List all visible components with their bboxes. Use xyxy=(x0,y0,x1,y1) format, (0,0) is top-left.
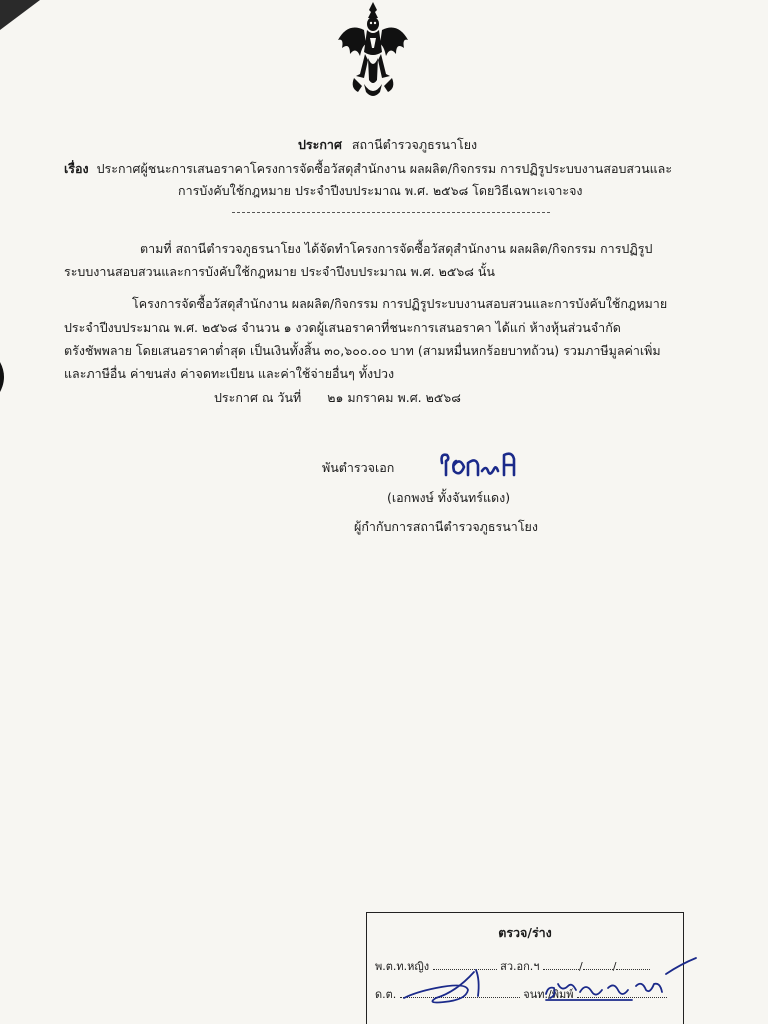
review-box-title: ตรวจ/ร่าง xyxy=(498,925,552,940)
scan-corner-shadow xyxy=(0,0,40,30)
subject-text-1: ประกาศผู้ชนะการเสนอราคาโครงการจัดซื้อวัสดุสำนักงาน ผลผลิต/กิจกรรม การปฏิรูประบบงานสอบสวนและ xyxy=(96,161,673,176)
date-slash-1: / xyxy=(578,960,583,973)
review-position-label: สว.อก.ฯ xyxy=(500,960,540,973)
paragraph-1-line-1: ตามที่ สถานีตำรวจภูธรนาโยง ได้จัดทำโครงการจัดซื้อวัสดุสำนักงาน ผลผลิต/กิจกรรม การปฏิรูป xyxy=(140,241,653,256)
paragraph-2-line-3: ตรังชัพพลาย โดยเสนอราคาต่ำสุด เป็นเงินทั้งสิ้น ๓๐,๖๐๐.๐๐ บาท (สามหมื่นหกร้อยบาทถ้วน) รวมภาษีมูลค่าเพิ่ม xyxy=(64,343,661,358)
subject-text-2: การบังคับใช้กฎหมาย ประจำปีงบประมาณ พ.ศ. ๒๕๖๘ โดยวิธีเฉพาะเจาะจง xyxy=(178,183,583,198)
signatory-position: ผู้กำกับการสถานีตำรวจภูธรนาโยง xyxy=(354,519,538,534)
clerk-rank-label: ด.ต. xyxy=(375,988,397,1001)
date-slash-2: / xyxy=(612,960,617,973)
issuing-organization: สถานีตำรวจภูธรนาโยง xyxy=(351,137,478,152)
handwritten-signature xyxy=(438,449,528,481)
announcement-date: ๒๑ มกราคม พ.ศ. ๒๕๖๘ xyxy=(327,390,461,405)
paragraph-2-line-4: และภาษีอื่น ค่าขนส่ง ค่าจดทะเบียน และค่าใช้จ่ายอื่นๆ ทั้งปวง xyxy=(64,366,395,381)
subject-label: เรื่อง xyxy=(64,161,89,176)
announcement-date-line xyxy=(214,390,461,406)
review-rank-label: พ.ต.ท.หญิง xyxy=(375,960,430,973)
handwritten-initials xyxy=(396,952,706,1024)
paragraph-1-line-2: ระบบงานสอบสวนและการบังคับใช้กฎหมาย ประจำปีงบประมาณ พ.ศ. ๒๕๖๘ นั้น xyxy=(64,264,495,279)
signatory-name: (เอกพงษ์ ทั้งจันทร์แดง) xyxy=(387,490,511,505)
paragraph-2-line-1: โครงการจัดซื้อวัสดุสำนักงาน ผลผลิต/กิจกรรม การปฏิรูประบบงานสอบสวนและการบังคับใช้กฎหมาย xyxy=(132,296,668,311)
header-separator xyxy=(232,212,550,213)
clerk-position-label: จนท./พิมพ์ xyxy=(523,988,574,1001)
announcement-header xyxy=(298,137,477,153)
announcement-date-label: ประกาศ ณ วันที่ xyxy=(214,390,302,405)
garuda-emblem-icon xyxy=(334,0,412,100)
paragraph-2-line-2: ประจำปีงบประมาณ พ.ศ. ๒๕๖๘ จำนวน ๑ งวดผู้เสนอราคาที่ชนะการเสนอราคา ได้แก่ ห้างหุ้นส่วนจำกัด xyxy=(64,320,621,335)
signatory-rank: พันตำรวจเอก xyxy=(322,460,395,475)
subject-line-1 xyxy=(64,161,672,177)
scan-edge-mark xyxy=(0,362,10,392)
announcement-label: ประกาศ xyxy=(298,137,342,152)
